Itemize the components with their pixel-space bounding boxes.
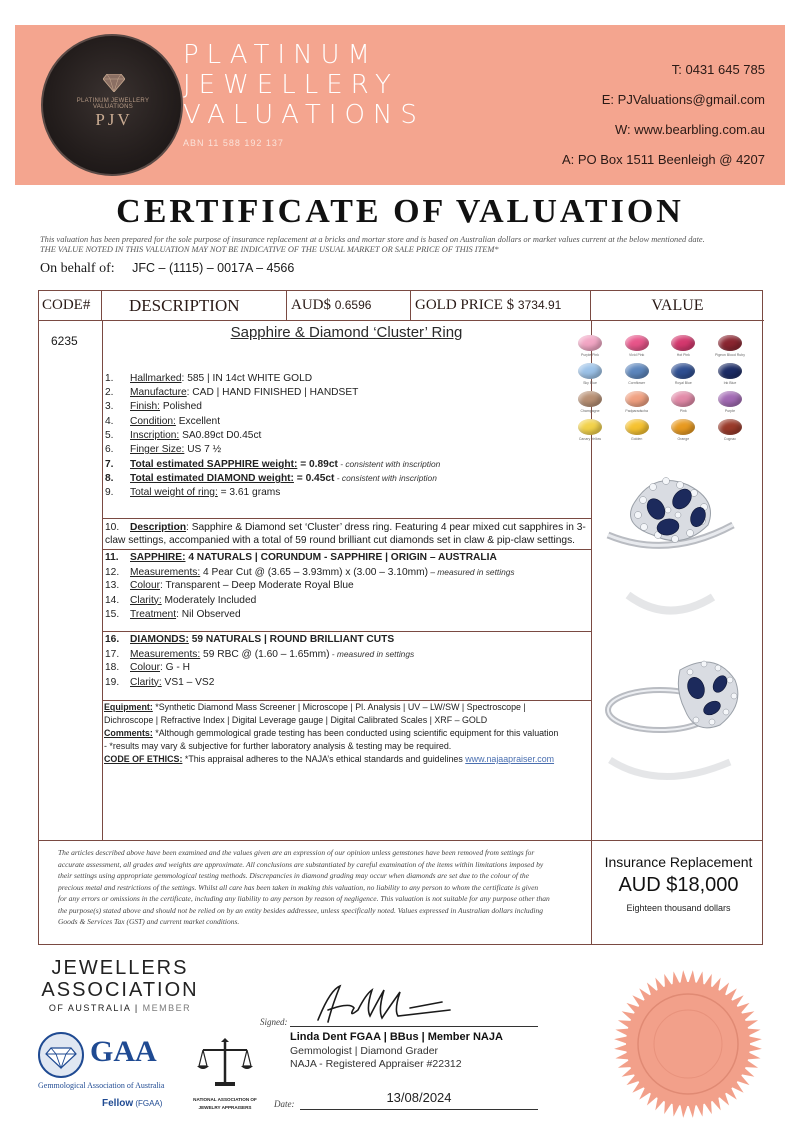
reference-number: JFC – (1115) – 0017A – 4566 [132,261,295,275]
spec-line [105,594,588,608]
line-number: 18. [105,662,120,674]
line-number: 19. [105,676,120,688]
line-number: 6. [105,443,114,455]
gem-swatch [570,363,610,385]
terms-line: their settings using appropriate gemmological testing methods. Discrepancies in diamond grading may occur when diamonds are set due to the colour of the [58,871,529,880]
gem-colour-chart [570,335,750,447]
spec-key: Colour [130,662,161,674]
naja-caption-1: NATIONAL ASSOCIATION OF [193,1097,257,1102]
disclaimer [40,235,770,255]
spec-value: Excellent [175,415,221,427]
gem-row [570,419,750,441]
spec-value: 59 RBC @ (1.60 – 1.65mm) [200,649,330,661]
equipment-list: *Synthetic Diamond Mass Screener | Microscope | Pl. Analysis | UV – LW/SW | Spectroscope | [152,702,526,712]
gem-swatch [570,335,610,357]
diamond-icon [103,74,125,92]
gem-swatch-label: Pigeon Blood Ruby [714,353,745,357]
line-number: 17. [105,649,120,661]
spec-key: Total weight of ring: [130,486,218,498]
spec-key: Inscription: [130,429,180,441]
line-number: 8. [105,473,114,485]
gem-swatch-colour [718,363,742,379]
line-number: 4. [105,415,114,427]
line-number: 1. [105,373,114,384]
handwritten-signature [310,980,460,1028]
gem-row [570,335,750,357]
signatory-name: Linda Dent FGAA | BBus | Member NAJA [290,1031,503,1043]
spec-line [105,633,588,647]
terms-and-conditions [58,847,580,928]
aud-header [287,291,411,321]
date-line [300,1109,538,1110]
item-title: Sapphire & Diamond ‘Cluster’ Ring [230,324,463,341]
spec-line [105,565,588,579]
logo-caption: PLATINUM JEWELLERY VALUATIONS [76,98,150,110]
spec-key: SAPPHIRE: [130,552,186,563]
gem-swatch-label: Ink Blue [723,381,737,385]
insurance-label: Insurance Replacement [604,854,753,870]
terms-line: for any errors or omissions in the certificate, including any liability to any person by reason of negligence. This valuation is not suitable for any purpose other than [58,894,550,903]
spec-key: Finish: [130,401,161,413]
gem-swatch-colour [578,419,602,435]
gem-swatch-colour [625,391,649,407]
gem-swatch [617,335,657,357]
line-number: 15. [105,608,120,620]
spec-note: - consistent with inscription [334,473,437,484]
ja-country: OF AUSTRALIA | [48,1003,143,1013]
signature-line [290,1026,538,1027]
signatory-role: Gemmologist | Diamond Grader [290,1045,439,1057]
gem-swatch-colour [671,335,695,351]
spec-key: DIAMONDS: [130,634,189,645]
email: E: PJValuations@gmail.com [601,92,765,107]
column-divider [102,321,103,840]
gem-swatch [570,419,610,441]
gem-swatch-label: Cognac [723,437,736,441]
spec-key: Hallmarked [130,373,182,384]
contact-block [562,55,765,175]
spec-key: Total estimated SAPPHIRE weight: [130,459,298,471]
equipment-block [104,701,590,766]
comments-text: *Although gemmological grade testing has been conducted using scientific equipment for this valuation [152,728,559,738]
terms-line: accurate assessment, all grades and weights are approximate. All conclusions are substantiated by careful examination of the items within limitations imposed by [58,859,544,869]
gem-swatch-label: Orange [677,437,690,441]
gem-swatch [663,391,703,413]
on-behalf-of [40,261,294,277]
ja-line: JEWELLERS [51,957,189,979]
document-title: CERTIFICATE OF VALUATION [116,193,684,230]
line-number: 5. [105,429,114,441]
ring-reflection-top [598,585,743,625]
gem-swatch [710,391,750,413]
spec-line [105,429,588,443]
description-line [105,521,588,534]
scales-icon [195,1038,255,1090]
sapphire-specifications [105,551,588,622]
logo-initials: PJV [95,110,133,129]
spec-value: 4 Pear Cut @ (3.65 – 3.93mm) x (3.00 – 3.10mm) [200,567,428,579]
gem-swatch-label: Pink [679,409,687,413]
item-specifications [105,372,588,500]
spec-key: Treatment [130,608,177,620]
comments-line [104,727,590,740]
line-number: 16. [105,634,120,645]
gem-swatch-label: Vivid Pink [629,353,645,357]
line-number: 7. [105,459,114,471]
aud-label: AUD$ [291,297,331,313]
spec-key: Measurements: [130,567,201,579]
spec-value: : CAD | HAND FINISHED | HANDSET [186,387,359,399]
equipment-line [104,701,590,714]
gem-swatch-label: Cornflower [628,381,646,385]
spec-value: : Nil Observed [176,608,241,620]
spec-note: - consistent with inscription [337,459,441,470]
spec-value: = 0.89ct [297,459,338,471]
gem-swatch [570,391,610,413]
date-label: Date: [274,1099,295,1109]
spec-note: – measured in settings [428,567,515,578]
ring-photo-side [600,650,748,745]
website: W: www.bearbling.com.au [614,122,765,137]
brand-line: JEWELLERY [183,70,399,100]
spec-key: Condition: [130,415,176,427]
equipment-line: Dichroscope | Refractive Index | Digital Leverage gauge | Digital Calibrated Scales | XRF – GOLD [104,715,488,725]
gem-swatch-label: Sky Blue [583,381,597,385]
equipment-label: Equipment: [104,702,153,712]
gem-swatch-colour [625,335,649,351]
spec-value: = 3.61 grams [217,486,281,498]
terms-line: Goods & Services Tax (GST) and current market conditions. [58,917,240,926]
spec-key: Measurements: [130,649,201,661]
gem-swatch-colour [718,419,742,435]
gem-swatch-label: Golden [631,437,643,441]
gem-swatch-label: Padparadscha [625,409,648,413]
gem-row [570,391,750,413]
description-header: DESCRIPTION [102,291,287,321]
gem-row [570,363,750,385]
spec-line [105,457,588,471]
gem-swatch [710,419,750,441]
gem-swatch-colour [625,419,649,435]
gem-swatch-colour [718,391,742,407]
gem-swatch-colour [578,363,602,379]
insurance-amount: AUD $18,000 [618,874,739,896]
spec-key: Colour [130,580,161,592]
line-number: 2. [105,387,114,399]
spec-key: Manufacture [130,387,187,399]
ring-photo-top [598,465,743,565]
gem-swatch-colour [718,335,742,351]
description-line: claw settings, accompanied with a total of 59 round brilliant cut diamonds set in claw & pip-claw settings. [105,535,575,546]
naja-caption-2: JEWELRY APPRAISERS [198,1105,252,1110]
comments-line: - *results may vary & subjective for further laboratory analysis & testing may be required. [104,741,452,751]
gem-swatch-label: Purple Pink [581,353,599,357]
gold-price-label: GOLD PRICE $ [415,297,515,313]
aud-rate: 0.6596 [334,298,372,312]
insurance-amount-words: Eighteen thousand dollars [626,903,731,913]
gem-swatch-colour [578,335,602,351]
line-number: 12. [105,567,120,579]
spec-key: Finger Size: [130,443,185,455]
line-number: 9. [105,486,114,498]
code-header: CODE# [39,291,102,321]
spec-value: : Transparent – Deep Moderate Royal Blue [160,580,354,592]
spec-line [105,647,588,661]
line-number: 11. [105,552,119,563]
spec-line [105,415,588,429]
spec-value: 4 NATURALS | CORUNDUM - SAPPHIRE | ORIGIN – AUSTRALIA [185,552,497,563]
spec-line [105,661,588,675]
row-divider [102,549,591,550]
naja-link[interactable]: www.najaapraiser.com [465,754,555,764]
abn-number: ABN 11 588 192 137 [183,138,284,148]
ethics-label: CODE OF ETHICS: [104,754,183,764]
gem-swatch [617,391,657,413]
gem-swatch [617,363,657,385]
gaa-name: Gemmological Association of Australia [38,1081,165,1090]
gem-swatch-colour [671,363,695,379]
disclaimer-line: This valuation has been prepared for the sole purpose of insurance replacement at a bricks and mortar store and is based on Australian dollars or market values current at the below mentioned date. [40,235,705,244]
gem-swatch-label: Royal Blue [674,381,692,385]
ja-member-label: MEMBER [142,1003,192,1013]
gem-swatch-label: Canary Yellow [578,437,602,441]
spec-key: Clarity: [130,676,162,688]
spec-line [105,443,588,457]
date-value: 13/08/2024 [386,1090,452,1105]
terms-line: The articles described above have been examined and the values given are an expression of our opinion unless gemstones have been removed from settings for [58,848,535,857]
ethics-line [104,753,590,766]
gold-price-header [411,291,591,321]
ja-line: ASSOCIATION [41,979,199,1001]
disclaimer-line: THE VALUE NOTED IN THIS VALUATION MAY NOT BE INDICATIVE OF THE USUAL MARKET OR SALE PRICE OF THIS ITEM* [40,245,499,254]
spec-value: Polished [160,401,202,413]
line-number: 14. [105,594,120,606]
spec-value: SA0.89ct D0.45ct [179,429,262,441]
gem-swatch-label: Purple [724,409,736,413]
description-value: : Sapphire & Diamond set ‘Cluster’ dress ring. Featuring 4 pear mixed cut sapphires in 3- [186,522,586,533]
terms-line: the purpose(s) stated above and should not be relied on by an entity besides addressee, unless specifically noted. Values expressed in Australian dollars including [58,905,543,915]
gem-swatch [710,363,750,385]
gem-swatch [617,419,657,441]
fellow-label: Fellow [102,1098,134,1109]
row-divider [102,518,591,519]
line-number: 10. [105,522,120,533]
spec-value: Moderately Included [161,594,257,606]
comments-label: Comments: [104,728,153,738]
spec-line [105,386,588,400]
diamond-specifications [105,633,588,690]
brand-name [183,40,425,130]
spec-line [105,551,588,565]
pjv-logo [41,34,183,176]
spec-value: = 0.45ct [293,473,335,485]
gem-swatch [663,419,703,441]
gem-swatch-colour [625,363,649,379]
gem-swatch [663,335,703,357]
spec-line [105,471,588,485]
ethics-text: *This appraisal adheres to the NAJA’s ethical standards and guidelines [182,754,466,764]
signed-label: Signed: [260,1017,288,1027]
row-divider [102,631,591,632]
spec-key: Total estimated DIAMOND weight: [130,473,294,485]
phone: T: 0431 645 785 [671,62,765,77]
gem-swatch [663,363,703,385]
line-number: 3. [105,401,114,413]
spec-note: - measured in settings [329,649,415,660]
insurance-value-box [601,850,756,930]
spec-value: US 7 ½ [184,443,222,455]
address: A: PO Box 1511 Beenleigh @ 4207 [561,152,765,167]
item-code: 6235 [51,334,78,348]
value-header: VALUE [591,291,764,321]
gem-swatch-colour [671,419,695,435]
column-divider [591,841,592,944]
gem-emblem-icon [38,1032,84,1078]
brand-line: VALUATIONS [183,100,425,130]
header-banner [15,25,785,185]
gem-swatch-label: Hot Pink [676,353,690,357]
gold-price-value: 3734.91 [517,298,562,312]
gem-swatch-label: Champagne [580,409,600,413]
gem-swatch [710,335,750,357]
spec-value: VS1 – VS2 [161,676,215,688]
on-behalf-label: On behalf of: [40,261,115,276]
gem-swatch-colour [671,391,695,407]
description-key: Description [130,522,187,533]
fellow-abbr: (FGAA) [133,1099,163,1108]
brand-line: PLATINUM [183,40,378,70]
ja-member [40,1003,200,1013]
gem-swatch-colour [578,391,602,407]
signatory-registration: NAJA - Registered Appraiser #22312 [290,1058,462,1070]
spec-line [105,400,588,414]
terms-line: precious metal and restrictions of the settings. Whilst all care has been taken in making this valuation, no liability to any person to whom the certificate is given [58,882,539,892]
spec-line [105,579,588,593]
gaa-abbr: GAA [90,1035,157,1068]
spec-value: : G - H [160,662,191,674]
spec-value: : 585 | IN 14ct WHITE GOLD [181,373,313,384]
embossed-seal [594,964,782,1122]
spec-line [105,486,588,500]
ring-reflection-side [600,752,748,792]
spec-key: Clarity: [130,594,162,606]
spec-value: 59 NATURALS | ROUND BRILLIANT CUTS [188,634,395,645]
description-text [105,521,588,547]
jewellers-association-logo [40,957,200,1013]
spec-line [105,676,588,690]
line-number: 13. [105,580,120,592]
naja-logo [184,1038,266,1111]
gaa-fellow [102,1098,162,1109]
spec-line [105,608,588,622]
spec-line [105,372,588,386]
